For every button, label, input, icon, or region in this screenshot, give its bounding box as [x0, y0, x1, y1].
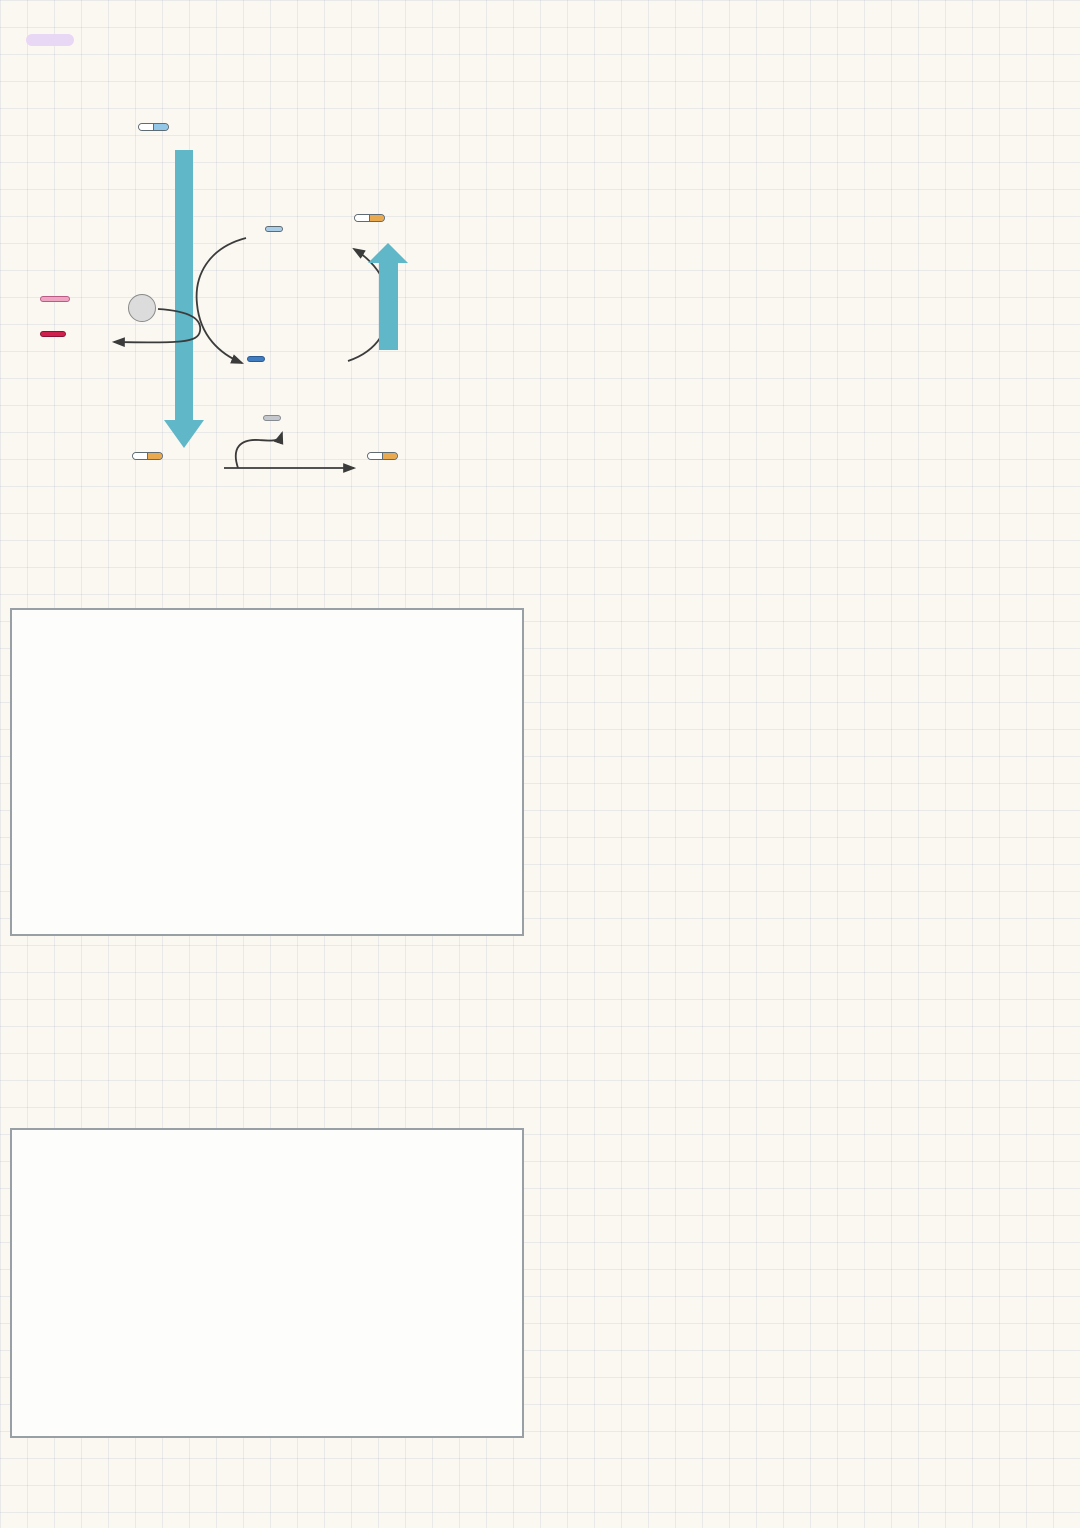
phosphate-circle: [128, 294, 156, 322]
fermentation-pathway-diagram: [10, 90, 492, 572]
fig2-right-chart: [262, 1178, 516, 1424]
pyruvat-box-c3: [133, 453, 148, 459]
fig2-left-chart: [18, 1178, 262, 1424]
ethanal-box-c2: [368, 453, 383, 459]
pyruvat-box-label: [148, 453, 162, 459]
page-title: [26, 34, 74, 46]
arrow-co2-release: [236, 433, 282, 468]
ethanol-box: [354, 214, 385, 222]
ethanol-box-c2: [355, 215, 370, 221]
arrow-pi-to-atp: [114, 309, 200, 342]
reduction-arrowhead-icon: [368, 243, 408, 263]
nadh-box: [247, 356, 265, 362]
fig1-right-chart: [312, 644, 512, 906]
ethanol-box-label: [370, 215, 384, 221]
pyruvat-box: [132, 452, 163, 460]
fig1-left-chart: [38, 644, 306, 906]
co2-box: [263, 415, 281, 421]
reduction-arrow: [379, 262, 398, 350]
figure2-card: [10, 1128, 524, 1438]
arrow-nad-to-nadh: [197, 238, 246, 363]
diagram-arrows: [10, 90, 492, 572]
adp-box: [40, 296, 70, 302]
ethanal-box-label: [383, 453, 397, 459]
nad-box: [265, 226, 283, 232]
atp-box: [40, 331, 66, 337]
ethanal-box: [367, 452, 398, 460]
figure1-card: [10, 608, 524, 936]
